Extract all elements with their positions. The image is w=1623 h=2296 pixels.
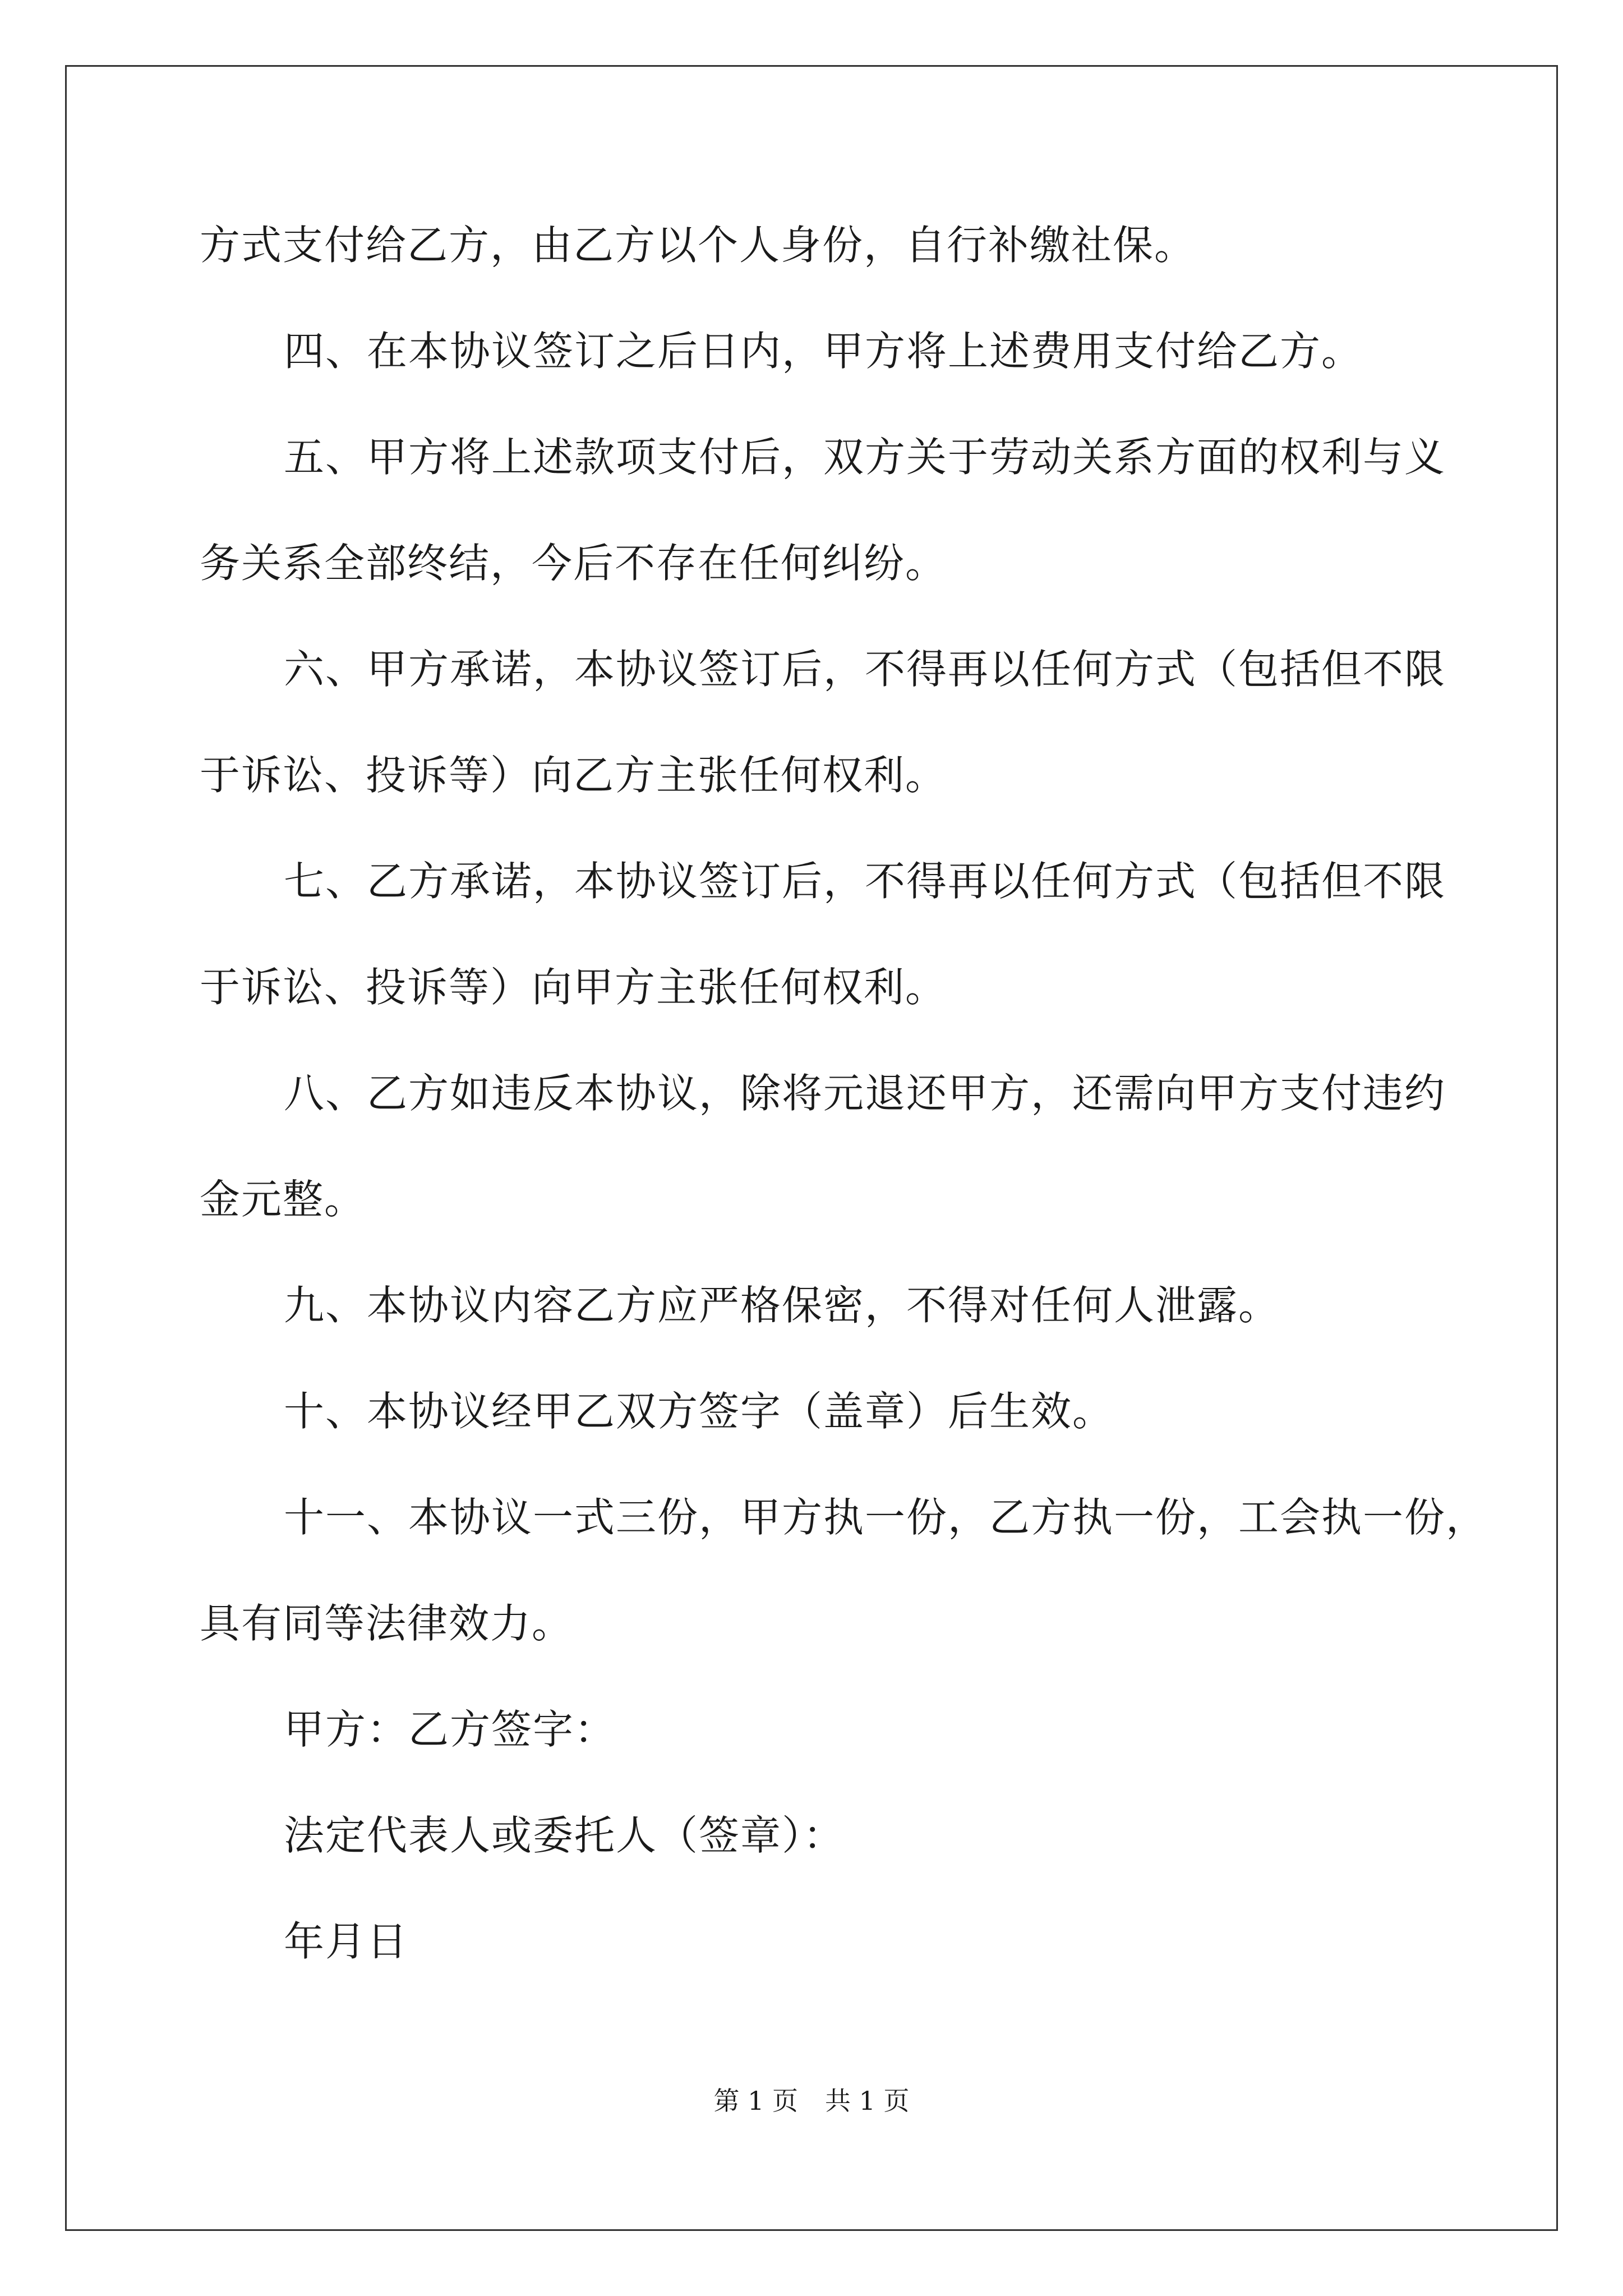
clause-9: 九、本协议内容乙方应严格保密，不得对任何人泄露。 [284,1282,1280,1329]
page-number: 第 1 页 [713,2086,798,2116]
text-line: 具有同等法律效力。 [200,1600,574,1647]
text-line: 于诉讼、投诉等）向乙方主张任何权利。 [200,752,947,799]
clause-4: 四、在本协议签订之后日内，甲方将上述费用支付给乙方。 [284,328,1363,375]
clause-8: 八、乙方如违反本协议，除将元退还甲方，还需向甲方支付违约 [284,1070,1446,1117]
signature-parties: 甲方：乙方签字： [284,1706,616,1753]
clause-6: 六、甲方承诺，本协议签订后，不得再以任何方式（包括但不限 [284,646,1446,693]
text-line: 方式支付给乙方，由乙方以个人身份，自行补缴社保。 [200,222,1196,269]
text-line: 于诉讼、投诉等）向甲方主张任何权利。 [200,964,947,1011]
signature-date: 年月日 [284,1918,409,1965]
page-count: 共 1 页 [825,2086,910,2116]
text-line: 务关系全部终结，今后不存在任何纠纷。 [200,540,947,587]
page-footer [0,2084,1623,2118]
document-body [200,219,1488,2021]
clause-5: 五、甲方将上述款项支付后，双方关于劳动关系方面的权利与义 [284,434,1446,481]
signature-representative: 法定代表人或委托人（签章）： [284,1812,845,1859]
clause-10: 十、本协议经甲乙双方签字（盖章）后生效。 [284,1388,1114,1435]
text-line: 金元整。 [200,1176,366,1223]
clause-11: 十一、本协议一式三份，甲方执一份，乙方执一份，工会执一份， [284,1494,1488,1541]
clause-7: 七、乙方承诺，本协议签订后，不得再以任何方式（包括但不限 [284,858,1446,905]
